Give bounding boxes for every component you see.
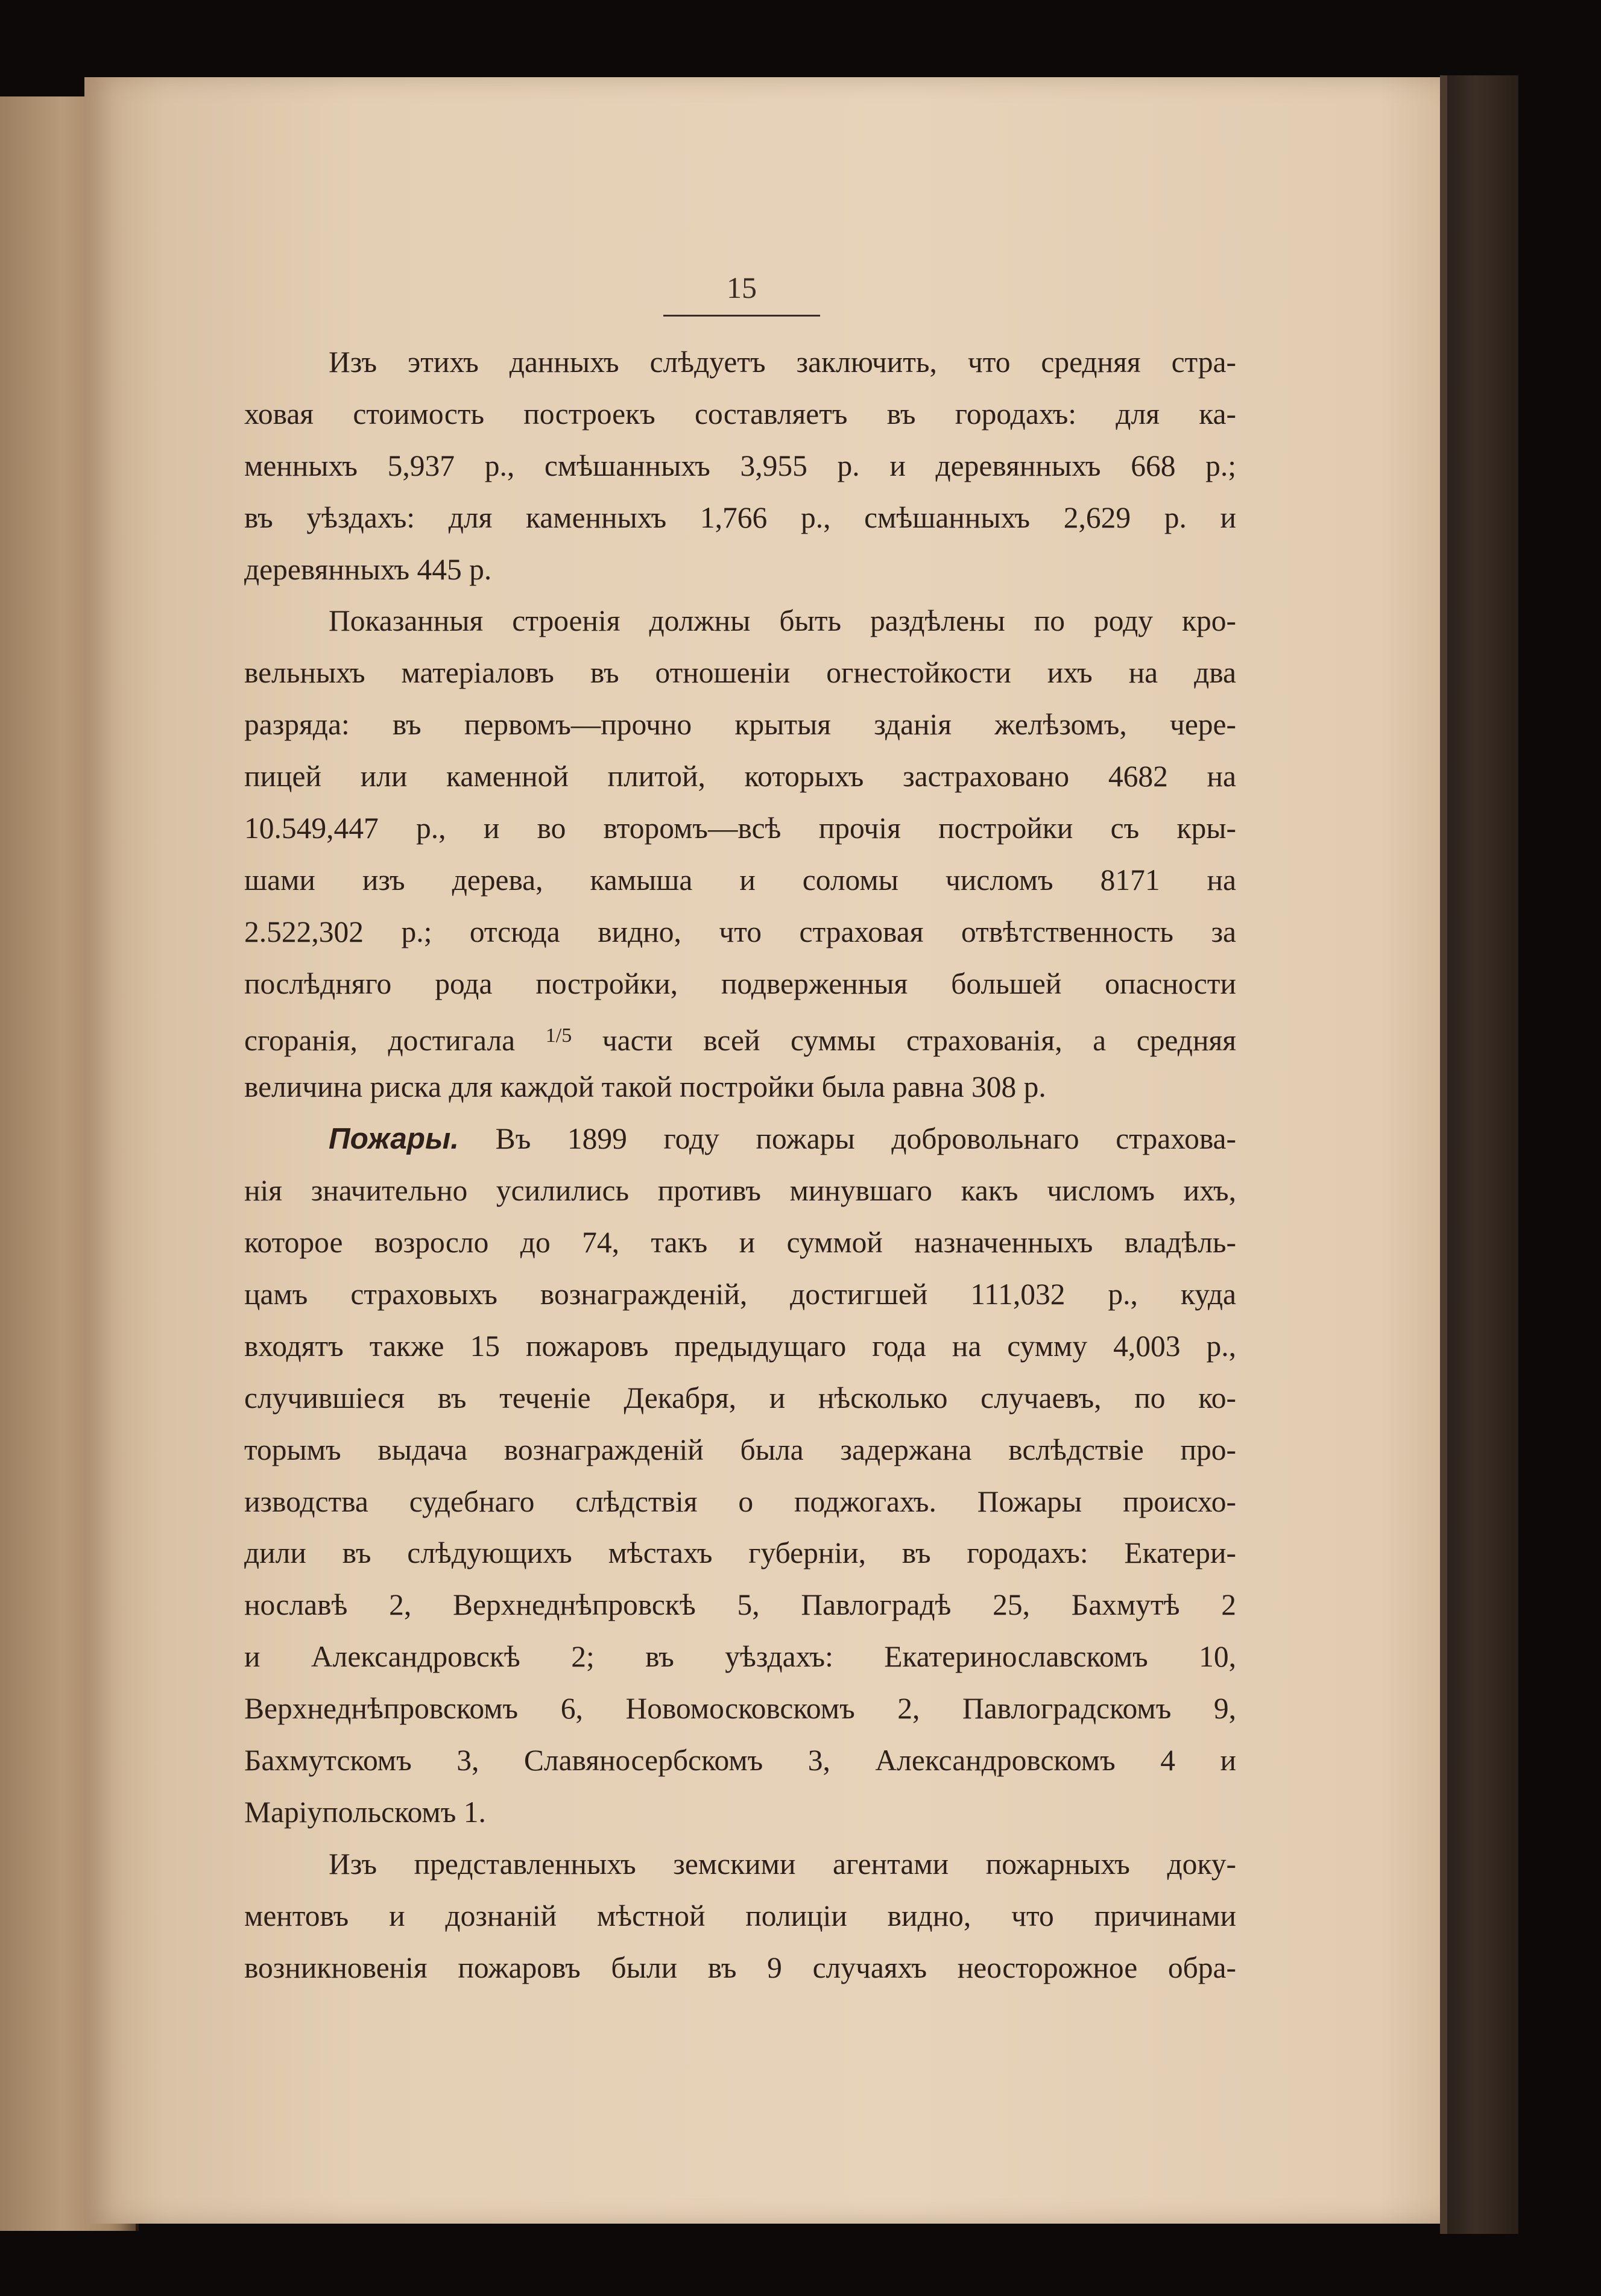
text-line: вельныхъ матеріаловъ въ отношеніи огнестойкости ихъ на два [244, 656, 1236, 690]
run-in-heading: Пожары. [329, 1122, 459, 1156]
text-line: случившіеся въ теченіе Декабря, и нѣсколько случаевъ, по ко- [244, 1381, 1236, 1414]
page-number: 15 [727, 271, 757, 304]
text-line: пицей или каменной плитой, которыхъ застраховано 4682 на [244, 760, 1236, 793]
text-line: Изъ представленныхъ земскими агентами пожарныхъ доку- [329, 1847, 1236, 1881]
text-line: менныхъ 5,937 р., смѣшанныхъ 3,955 р. и деревянныхъ 668 р.; [244, 449, 1236, 482]
text-line: цамъ страховыхъ вознагражденій, достигшей 111,032 р., куда [244, 1278, 1236, 1311]
page-body [244, 336, 1236, 1994]
text-line: шами изъ дерева, камыша и соломы числомъ 8171 на [244, 863, 1236, 897]
text-line: ховая стоимость построекъ составляетъ въ городахъ: для ка- [244, 397, 1236, 430]
text-line: Маріупольскомъ 1. [244, 1795, 486, 1829]
text-line-with-fraction [244, 1010, 1236, 1062]
text-line: послѣдняго рода постройки, подверженныя большей опасности [244, 967, 1236, 1000]
text-line: разряда: въ первомъ—прочно крытыя зданія желѣзомъ, чере- [244, 708, 1236, 742]
text-line: нославѣ 2, Верхнеднѣпровскѣ 5, Павлоградѣ 25, Бахмутѣ 2 [244, 1588, 1236, 1622]
text-line: которое возросло до 74, такъ и суммой назначенныхъ владѣль- [244, 1226, 1236, 1260]
text-line: Показанныя строенія должны быть раздѣлены по роду кро- [329, 604, 1236, 638]
text-line: и Александровскѣ 2; въ уѣздахъ: Екатеринославскомъ 10, [244, 1640, 1236, 1674]
text-line: величина риска для каждой такой постройки была равна 308 р. [244, 1070, 1046, 1104]
cover-board [1447, 75, 1518, 2234]
text-line: въ уѣздахъ: для каменныхъ 1,766 р., смѣшанныхъ 2,629 р. и [244, 500, 1236, 534]
text-segment: части всей суммы страхованія, а средняя [602, 1023, 1236, 1057]
fraction: 1/5 [545, 1024, 572, 1047]
text-line: 2.522,302 р.; отсюда видно, что страховая отвѣтственность за [244, 915, 1236, 948]
text-line: нія значительно усилились противъ минувшаго какъ числомъ ихъ, [244, 1174, 1236, 1208]
text-line: ментовъ и дознаній мѣстной полиціи видно, что причинами [244, 1899, 1236, 1932]
text-line-with-run-in [244, 1113, 1236, 1165]
text-line: торымъ выдача вознагражденій была задержана вслѣдствіе про- [244, 1433, 1236, 1466]
text-segment: сгоранія, достигала [244, 1023, 516, 1057]
text-line: Изъ этихъ данныхъ слѣдуетъ заключить, что средняя стра- [329, 345, 1236, 379]
text-line: Верхнеднѣпровскомъ 6, Новомосковскомъ 2, Павлоградскомъ 9, [244, 1692, 1236, 1726]
text-line: деревянныхъ 445 р. [244, 552, 492, 586]
header-rule [663, 315, 820, 317]
fraction-denominator: 5 [561, 1024, 572, 1047]
text-line: Бахмутскомъ 3, Славяносербскомъ 3, Александровскомъ 4 и [244, 1744, 1236, 1777]
text-line: возникновенія пожаровъ были въ 9 случаяхъ неосторожное обра- [244, 1951, 1236, 1984]
text-segment: Въ 1899 году пожары добровольнаго страхова- [495, 1122, 1237, 1156]
text-line: входятъ также 15 пожаровъ предыдущаго года на сумму 4,003 р., [244, 1329, 1236, 1363]
text-line: дили въ слѣдующихъ мѣстахъ губерніи, въ городахъ: Екатери- [244, 1536, 1236, 1570]
text-line: изводства судебнаго слѣдствія о поджогахъ. Пожары происхо- [244, 1484, 1236, 1518]
fraction-numerator: 1 [545, 1024, 556, 1047]
text-line: 10.549,447 р., и во второмъ—всѣ прочія постройки съ кры- [244, 812, 1236, 845]
